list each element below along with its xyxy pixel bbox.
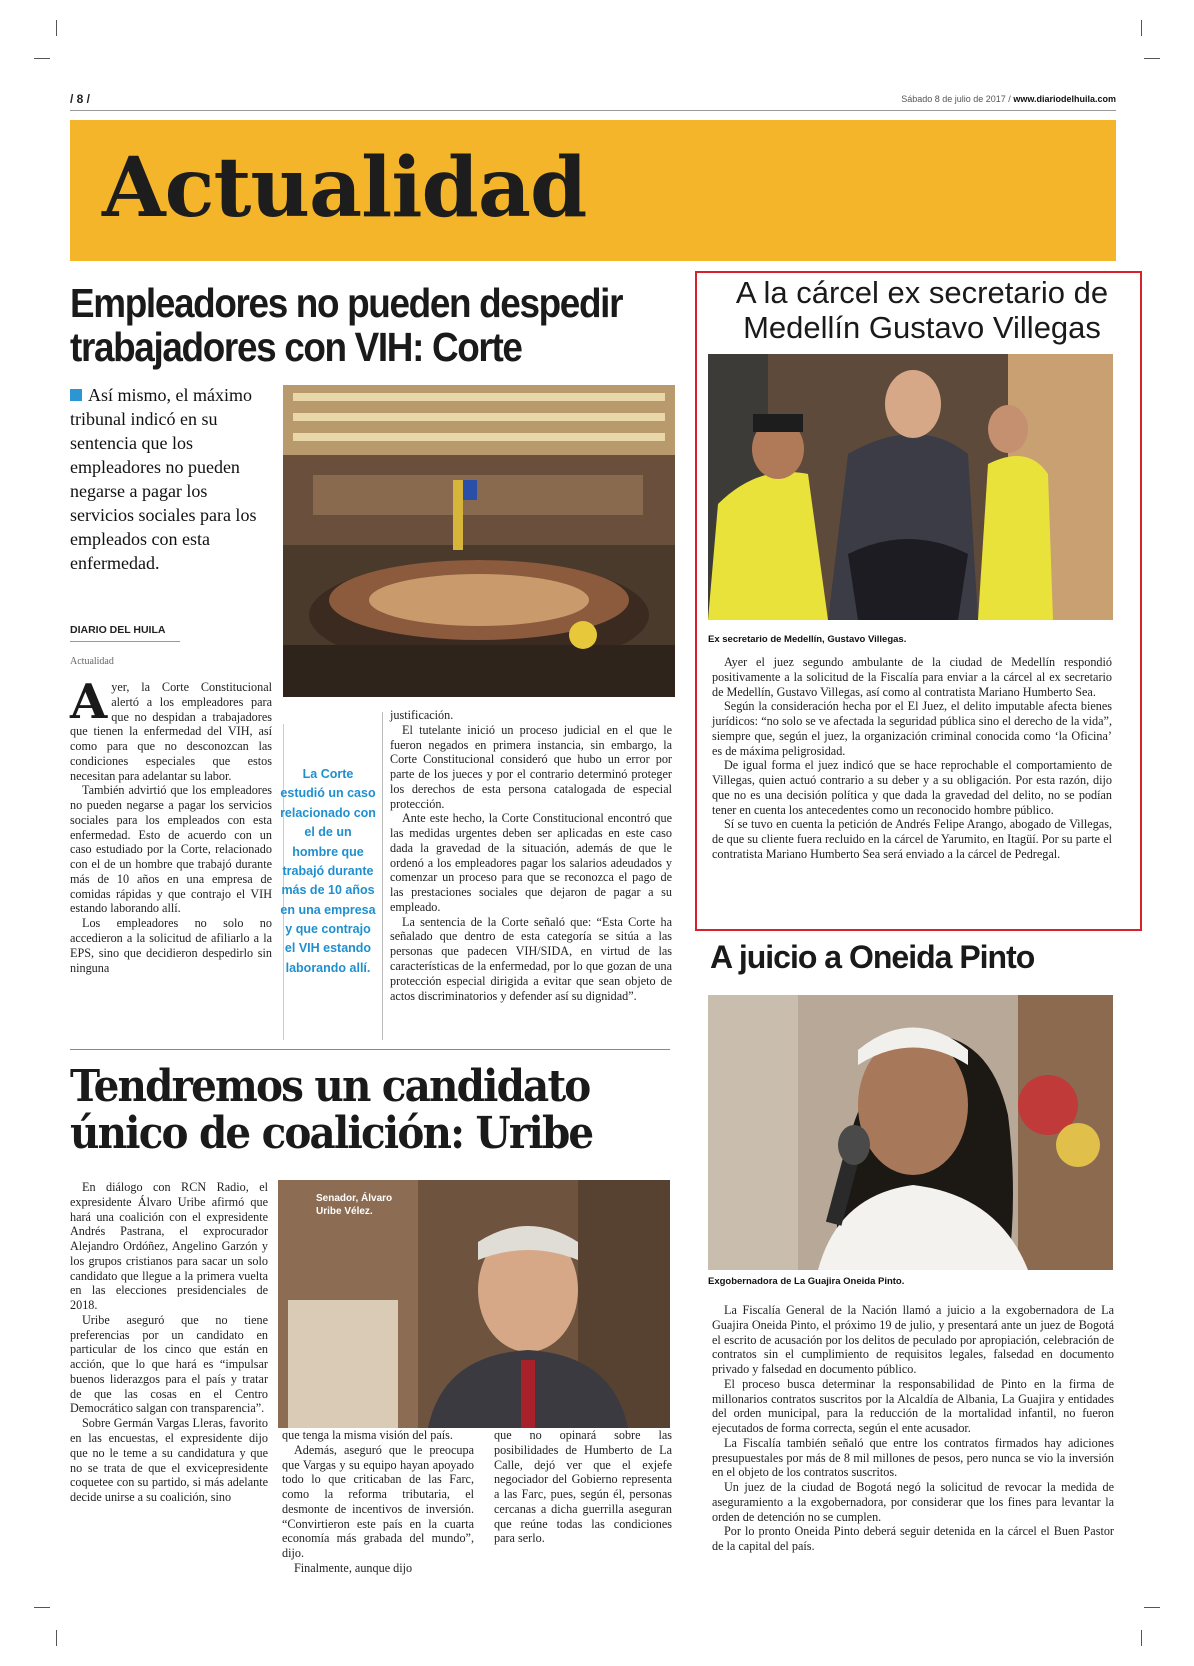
paragraph: La Fiscalía también señaló que entre los contratos firmados hay adiciones presupuestales por más de 8 mil millones de pesos, pero nunca se vio la inversión en el objeto de los contratos suscritos.: [712, 1435, 1114, 1480]
paragraph: Finalmente, aunque dijo: [294, 1560, 413, 1575]
paragraph: De igual forma el juez indicó que se hace reprochable el comportamiento de Villegas, quien actuó contrario a su deber y a su obligación. Por esta razón, dijo que no es una decisión política y que dada la gravedad del delito, no se podían tener en cuenta los antecedentes como un reconocido hombre público.: [712, 758, 1112, 817]
site-url[interactable]: www.diariodelhuila.com: [1013, 94, 1116, 104]
article2-headline: Tendremos un candidato único de coalición: Uribe: [70, 1061, 593, 1159]
article2-column-1: [70, 1180, 268, 1505]
square-bullet-icon: [70, 389, 82, 401]
court-photo: [283, 385, 675, 697]
crop-mark: [34, 58, 50, 59]
paragraph: Según la consideración hecha por el El Juez, el delito imputable afecta bienes jurídicos: “no solo se ve afectada la seguridad pública sino el derecho de la vida”, siempre que, según el juez, la organización criminal conocida como ‘la Oficina’ es de máxima peligrosidad.: [712, 699, 1112, 758]
article1-headline: Empleadores no pueden despedir trabajadores con VIH: Corte: [70, 280, 623, 371]
villegas-photo: [708, 354, 1113, 620]
byline-rule: [70, 641, 180, 642]
villegas-photo-caption: Ex secretario de Medellín, Gustavo Villegas.: [708, 634, 907, 645]
crop-mark: [56, 1630, 57, 1646]
paragraph: Ante este hecho, la Corte Constitucional encontró que las medidas urgentes deben ser aplicadas en este caso dada la gravedad de la situación, además de que le ordenó a los empleadores pagar los salarios adeudados y comenzar un proceso para que se reconozca el pago de las prestaciones sociales que dejaron de pagar a su empleado.: [390, 811, 672, 914]
paragraph: Un juez de la ciudad de Bogotá negó la solicitud de revocar la medida de aseguramiento a la exgobernadora, por considerar que los fines para levantar la orden de detención no se cumplen.: [712, 1480, 1114, 1524]
crop-mark: [56, 20, 57, 36]
article1-column-1: [70, 674, 272, 975]
crop-mark: [1141, 20, 1142, 36]
article3-headline: A la cárcel ex secretario de Medellín Gustavo Villegas: [735, 275, 1109, 345]
section-divider: [70, 1049, 670, 1050]
article1-dropcap: A: [70, 674, 108, 730]
crop-mark: [1144, 1607, 1160, 1608]
paragraph: Uribe aseguró que no tiene preferencias por un candidato en particular de los cinco que están en acción, que lo que hará es “impulsar buenos liderazgos para el país y tratar de que las cosas en el Centro Democrático salgan con transparencia”.: [70, 1312, 268, 1416]
article4-body: [712, 1303, 1114, 1554]
paragraph: yer, la Corte Constitucional alertó a los empleadores para que no despidan a trabajadores que tienen la enfermedad del VIH, así como para que no desconozcan las condiciones especiales que estos necesitan para adelantar su labor.: [70, 680, 272, 783]
article1-column-2: [390, 708, 672, 1003]
dateline: [901, 94, 1116, 104]
crop-mark: [1144, 58, 1160, 59]
crop-mark: [1141, 1630, 1142, 1646]
crop-mark: [34, 1607, 50, 1608]
paragraph: Los empleadores no solo no accedieron a la solicitud de afiliarlo a la EPS, sino que decidieron despedirlo sin ninguna: [70, 916, 272, 975]
article2-column-3: [494, 1428, 672, 1546]
paragraph: El proceso busca determinar la responsabilidad de Pinto en la firma de millonarios contratos suscritos por la Alcaldía de Albania, La Guajira y entidades del orden municipal, para la reducción de la mortalidad infantil, no fueron ejecutados de forma correcta, según el ente acusador.: [712, 1376, 1114, 1436]
article1-pull-quote: La Corte estudió un caso relacionado con el de un hombre que trabajó durante más de 10 años en una empresa y que contrajo el VIH estando laborando allí.: [280, 767, 376, 975]
pinto-photo: [708, 995, 1113, 1270]
article4-headline: A juicio a Oneida Pinto: [710, 939, 1035, 975]
column-rule: [382, 712, 383, 1040]
paragraph: También advirtió que los empleadores no pueden negarse a pagar los servicios sociales para los empleados con esta enfermedad. Esto de acuerdo con un caso estudiado por la Corte, relacionado con el de un hombre que trabajó durante más de 10 años en una empresa de comidas rápidas y que contrajo el VIH estando laborando allí.: [70, 783, 272, 916]
section-title: Actualidad: [102, 140, 587, 236]
paragraph: Ayer el juez segundo ambulante de la ciudad de Medellín respondió positivamente a la solicitud de la Fiscalía para enviar a la cárcel al ex secretario de Medellín, Gustavo Villegas, así como al contratista Mariano Humberto Sea.: [712, 655, 1112, 699]
pinto-photo-caption: Exgobernadora de La Guajira Oneida Pinto.: [708, 1276, 905, 1287]
paragraph: En diálogo con RCN Radio, el expresidente Álvaro Uribe afirmó que hará una coalición con el expresidente Andrés Pastrana, el exprocurador Alejandro Ordóñez, Angelino Garzón y los grupos cristianos para sacar un solo candidato que llegue a la primera vuelta en las elecciones presidenciales de 2018.: [70, 1180, 268, 1313]
court-photo-image: [283, 385, 675, 697]
article1-lede-text: Así mismo, el máximo tribunal indicó en su sentencia que los empleadores no pueden negarse a pagar los servicios sociales para los empleados con esta enfermedad.: [70, 385, 257, 573]
paragraph: Por lo pronto Oneida Pinto deberá seguir detenida en la cárcel el Buen Pastor de la capital del país.: [712, 1524, 1114, 1554]
uribe-photo-caption: Senador, Álvaro Uribe Vélez.: [316, 1193, 393, 1217]
top-rule: [70, 110, 1116, 111]
paragraph: La Fiscalía General de la Nación llamó a juicio a la exgobernadora de La Guajira Oneida Pinto, el próximo 19 de julio, y presentará ante un juez de Bogotá el escrito de acusación por los delitos de peculado por apropiación, celebración de contratos sin el cumplimiento de requisitos legales, falsedad en documento privado y falsedad en documento público.: [712, 1303, 1114, 1377]
paragraph: La sentencia de la Corte señaló que: “Esta Corte ha señalado que dentro de esta categoría se sitúa a las personas que padecen VIH/SIDA, en virtud de las características de la enfermedad, por lo que gozan de una protección especial dirigida a evitar que sean objeto de actos discriminatorios y defender así su dignidad”.: [390, 914, 672, 1003]
villegas-photo-image: [708, 354, 1113, 620]
page-number: / 8 /: [70, 92, 91, 106]
paragraph: que tenga la misma visión del país.: [282, 1428, 453, 1442]
article1-lede: [70, 384, 270, 576]
paragraph: Sobre Germán Vargas Lleras, favorito en las encuestas, el expresidente dijo que no le teme a su candidatura y que no se trata de que el exvicepresidente coquetee con su partido, si más adelante decide unirse a su coalición, sino: [70, 1416, 268, 1505]
article2-column-2: [282, 1428, 474, 1576]
article1-section-label: Actualidad: [70, 656, 114, 667]
paragraph: justificación.: [390, 708, 454, 722]
paragraph: Sí se tuvo en cuenta la petición de Andrés Felipe Arango, abogado de Villegas, de que su cliente fuera recluido en la cárcel de Yarumito, en Itagüí. Por su parte el contratista Mariano Humberto Sea será enviado a la cárcel de Pedregal.: [712, 817, 1112, 861]
section-banner: [70, 120, 1116, 261]
paragraph: que no opinará sobre las posibilidades de Humberto de La Calle, dejó ver que el exjefe negociador del Gobierno representa a las Farc, pues, según él, personas cercanas a dicha guerrilla aseguran que reúne todas las condiciones para serlo.: [494, 1428, 672, 1546]
paragraph: El tutelante inició un proceso judicial en el que le fueron negados en primera instancia, sin embargo, la Corte Constitucional consideró que hubo un error por parte de los jueces y por el contrario determinó proteger los derechos de esta persona catalogada de especial protección.: [390, 722, 672, 811]
issue-date: Sábado 8 de julio de 2017 /: [901, 94, 1011, 104]
pinto-photo-image: [708, 995, 1113, 1270]
article3-body: [712, 655, 1112, 862]
article1-byline: DIARIO DEL HUILA: [70, 624, 166, 636]
paragraph: Además, aseguró que le preocupa que Vargas y su equipo hayan apoyado todo lo que criticaban de las Farc, como la reforma tributaria, el desmonte de incentivos de inversión. “Convirtieron este país en la cuarta economía más grabada del mundo”, dijo.: [282, 1442, 474, 1561]
